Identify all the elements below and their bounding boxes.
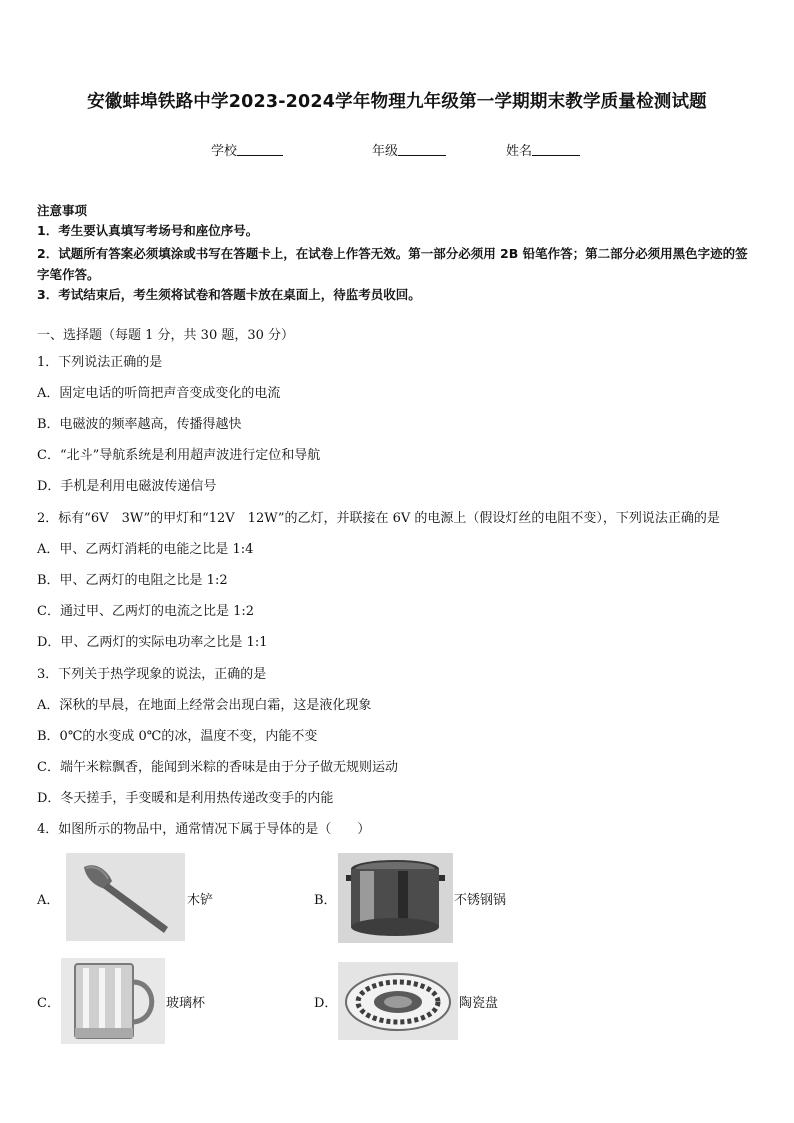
option-letter: A． (37, 893, 60, 908)
option-item: D．冬天搓手，手变暖和是利用热传递改变手的内能 (37, 791, 334, 806)
option-letter: B． (314, 893, 337, 908)
name-field (506, 140, 580, 159)
option-item: B．甲、乙两灯的电阻之比是 1:2 (37, 573, 228, 588)
section-heading: 一、选择题（每题 1 分，共 30 题，30 分） (37, 328, 295, 343)
option-item: A．深秋的早晨，在地面上经常会出现白霜，这是液化现象 (37, 698, 372, 713)
option-item: C．“北斗”导航系统是利用超声波进行定位和导航 (37, 448, 321, 463)
option-item: D．手机是利用电磁波传递信号 (37, 479, 217, 494)
question-stem: 2．标有“6V 3W”的甲灯和“12V 12W”的乙灯，并联接在 6V 的电源上（假设灯丝的电阻不变），下列说法正确的是 (37, 511, 720, 526)
steel-pot-image (338, 853, 453, 943)
ceramic-plate-image (338, 962, 458, 1040)
name-blank (532, 143, 580, 156)
grade-field (372, 140, 446, 159)
note-item: 1．考生要认真填写考场号和座位序号。 (37, 223, 259, 238)
option-item: B．0℃的水变成 0℃的冰，温度不变，内能不变 (37, 729, 318, 744)
notes-heading: 注意事项 (37, 203, 88, 218)
option-label: 陶瓷盘 (459, 996, 499, 1011)
option-item: C．端午米粽飘香，能闻到米粽的香味是由于分子做无规则运动 (37, 760, 398, 775)
option-label: 玻璃杯 (166, 996, 206, 1011)
name-label: 姓名 (506, 144, 533, 159)
grade-blank (398, 143, 446, 156)
grade-label: 年级 (372, 144, 399, 159)
question-stem: 4．如图所示的物品中，通常情况下属于导体的是（ ） (37, 822, 371, 837)
note-item: 2．试题所有答案必须填涂或书写在答题卡上，在试卷上作答无效。第一部分必须用 2B 铅笔作答；第二部分必须用黑色字迹的签字笔作答。 (37, 246, 748, 282)
school-field (211, 140, 283, 159)
option-letter: D． (314, 996, 338, 1011)
option-item: B．电磁波的频率越高，传播得越快 (37, 417, 242, 432)
question-stem: 1．下列说法正确的是 (37, 355, 163, 370)
option-item: D．甲、乙两灯的实际电功率之比是 1:1 (37, 635, 268, 650)
question-stem: 3．下列关于热学现象的说法，正确的是 (37, 667, 267, 682)
note-item: 3．考试结束后，考生须将试卷和答题卡放在桌面上，待监考员收回。 (37, 287, 421, 302)
option-item: A．甲、乙两灯消耗的电能之比是 1:4 (37, 542, 254, 557)
wooden-spatula-image (66, 853, 185, 941)
option-letter: C． (37, 996, 60, 1011)
option-item: A．固定电话的听筒把声音变成变化的电流 (37, 386, 281, 401)
option-label: 木铲 (187, 893, 214, 908)
school-blank (237, 143, 283, 156)
page-title: 安徽蚌埠铁路中学2023-2024学年物理九年级第一学期期末教学质量检测试题 (87, 92, 707, 112)
option-label: 不锈钢锅 (454, 893, 507, 908)
school-label: 学校 (211, 144, 238, 159)
option-item: C．通过甲、乙两灯的电流之比是 1:2 (37, 604, 255, 619)
glass-cup-image (61, 958, 165, 1044)
